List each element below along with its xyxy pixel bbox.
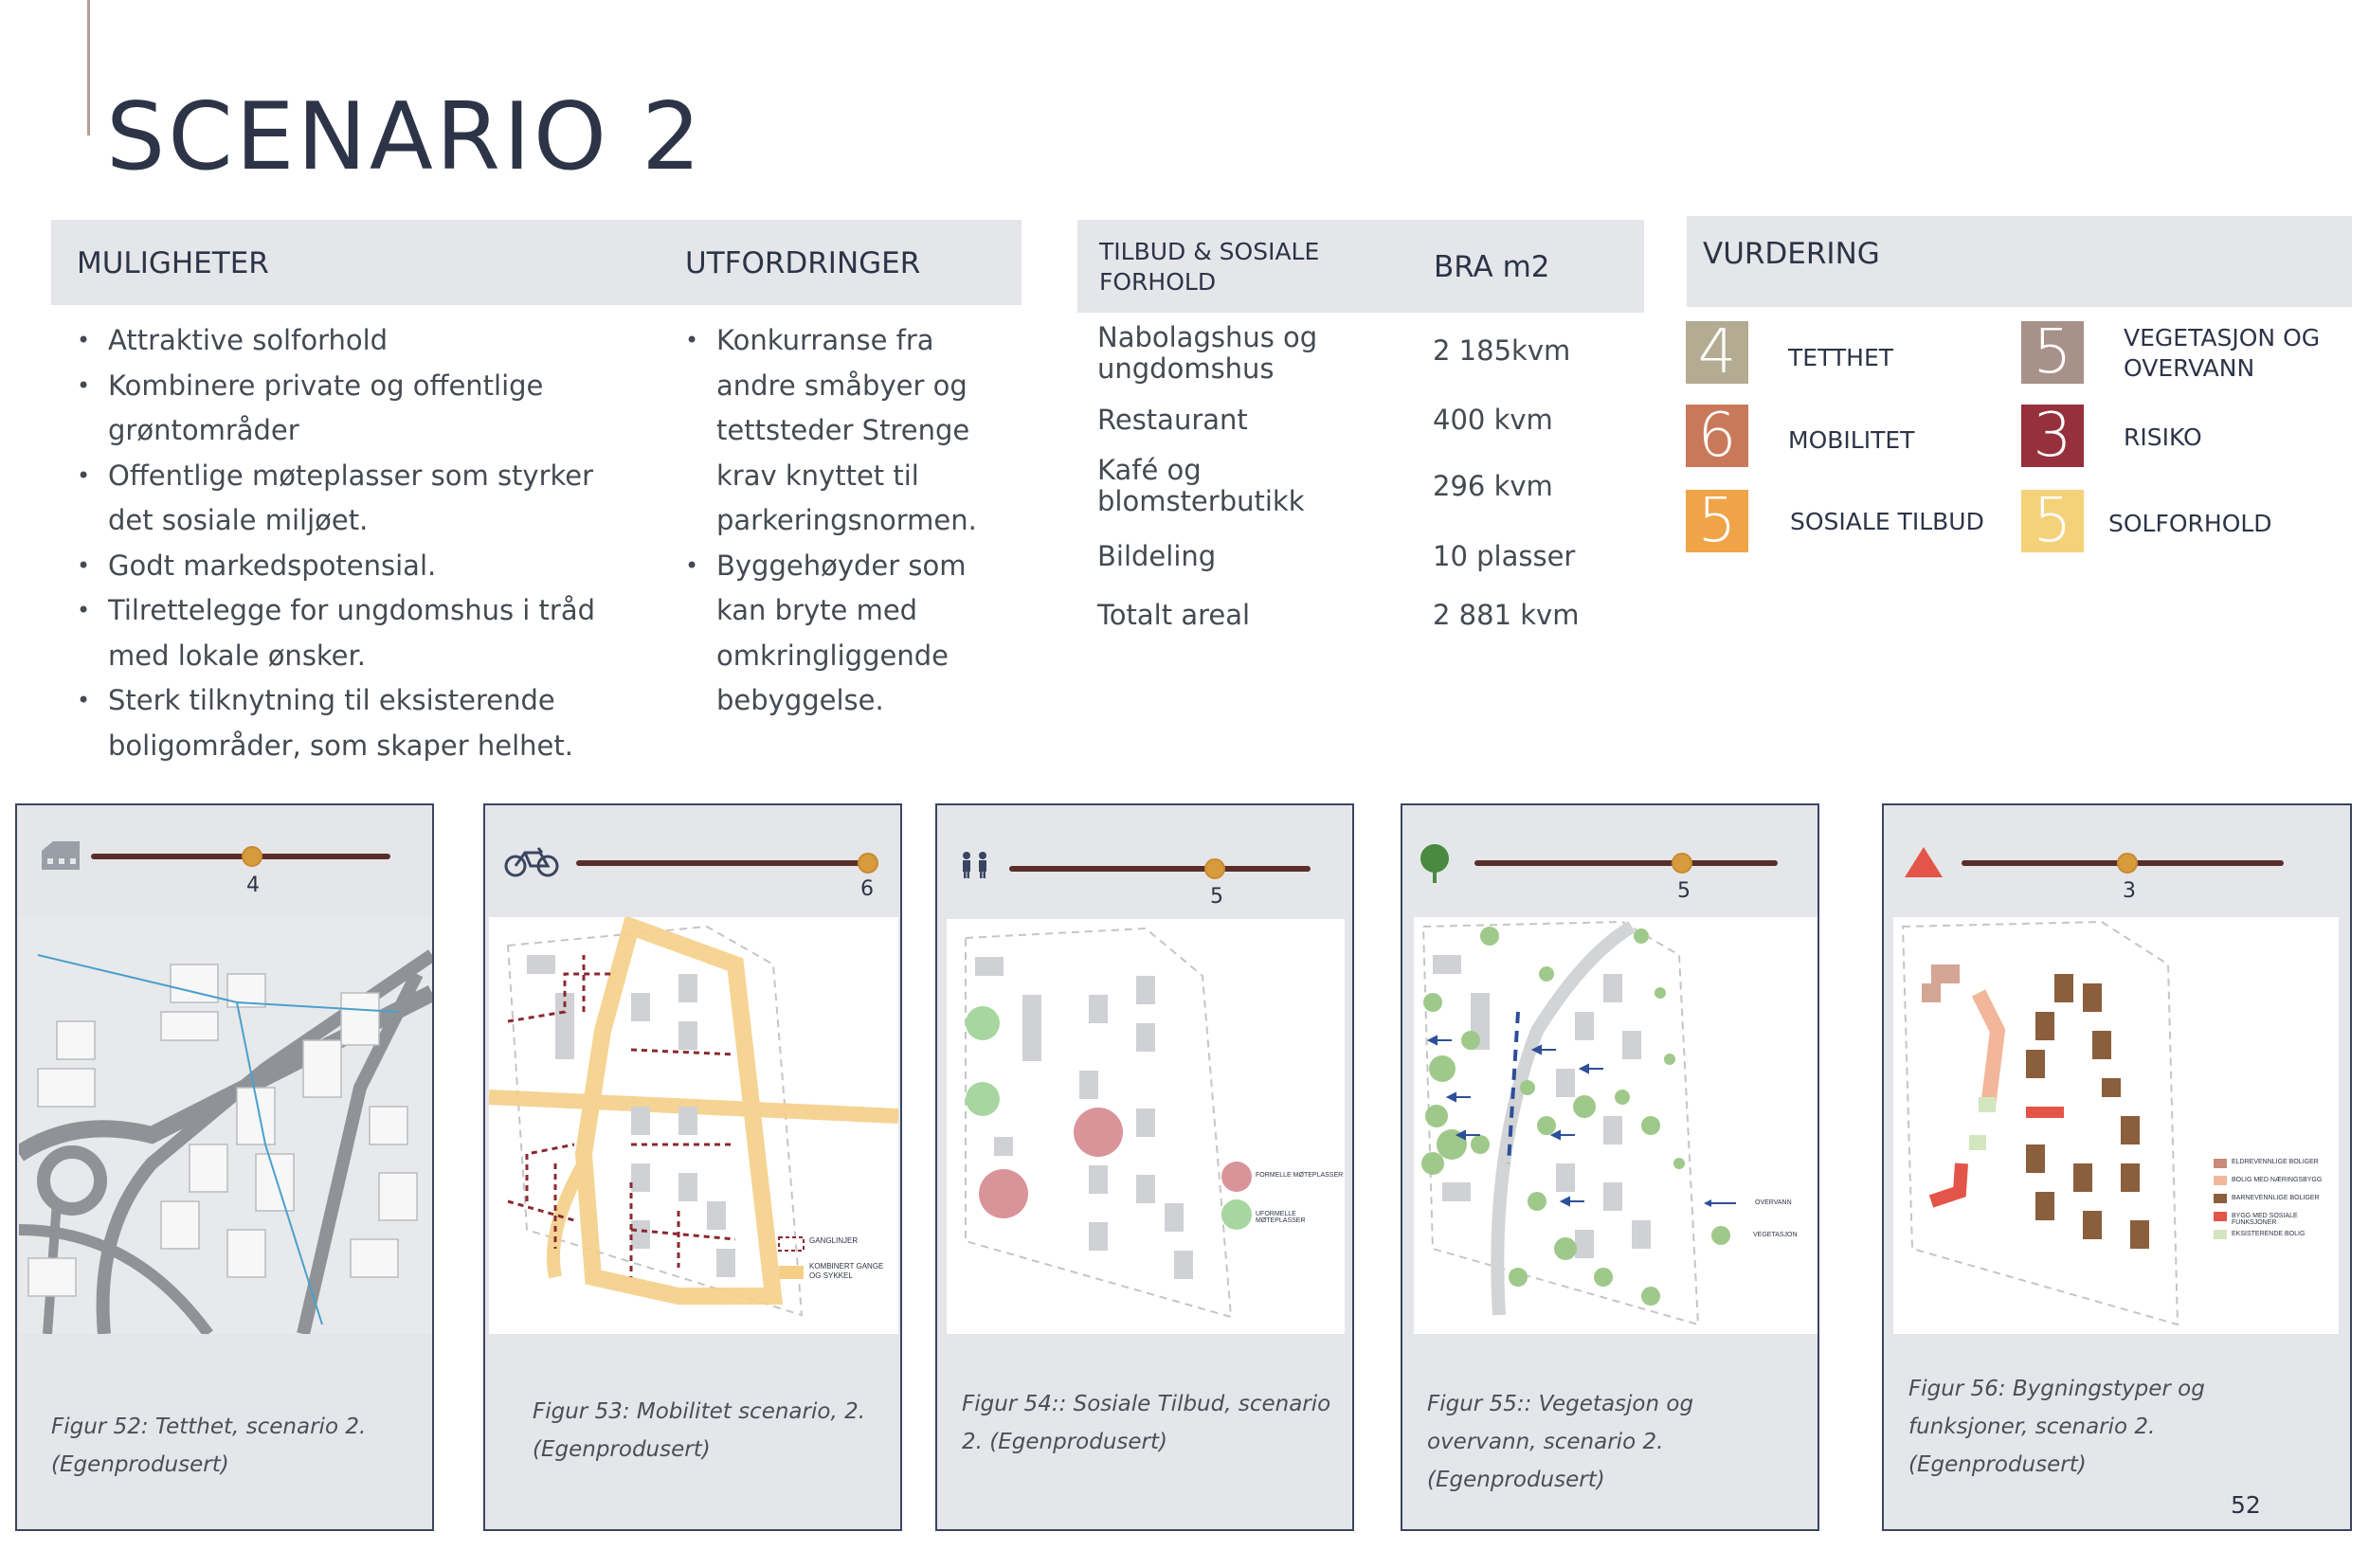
legend-label: BOLIG MED NÆRINGSBYGG [2232, 1177, 2323, 1183]
density-map [19, 917, 432, 1334]
utfordringer-list [685, 318, 977, 724]
score-risiko: 3 [2021, 405, 2084, 467]
legend-label: OVERVANN [1755, 1199, 1792, 1206]
page-title: SCENARIO 2 [106, 83, 704, 191]
legend-label: GANGLINJER [809, 1236, 859, 1245]
slider-value: 6 [860, 877, 874, 901]
row-value: 10 plasser [1433, 540, 1576, 572]
row-value: 400 kvm [1433, 404, 1553, 436]
people-icon [958, 851, 992, 884]
bicycle-icon [504, 845, 561, 882]
score-solforhold: 5 [2021, 490, 2084, 552]
muligheter-list [77, 318, 645, 768]
figure-caption: Figur 54:: Sosiale Tilbud, scenario 2. (Egenprodusert) [962, 1392, 1331, 1454]
score-label-solforhold: SOLFORHOLD [2108, 510, 2272, 537]
legend-label: BARNEVENNLIGE BOLIGER [2232, 1195, 2320, 1201]
legend-label: ELDREVENNLIGE BOLIGER [2232, 1159, 2319, 1165]
card-tetthet [15, 803, 434, 1531]
slider-value: 5 [1677, 879, 1691, 903]
slider-track [91, 854, 390, 859]
building-types-map [1893, 917, 2339, 1334]
slider-knob [242, 846, 262, 867]
tilbud-header-left: TILBUD & SOSIALE FORHOLD [1099, 238, 1320, 296]
slider-knob [858, 853, 878, 874]
list-item: • Offentlige møteplasser som styrker det sosiale miljøet. [77, 454, 645, 544]
score-label-tetthet: TETTHET [1788, 344, 1894, 371]
legend-label: BYGG MED SOSIALE FUNKSJONER [2232, 1213, 2298, 1226]
utfordringer-header: UTFORDRINGER [685, 246, 921, 280]
legend-label: KOMBINERT GANGE OG SYKKEL [809, 1262, 884, 1280]
row-value: 2 881 kvm [1433, 599, 1580, 631]
tilbud-header-right: BRA m2 [1434, 250, 1550, 284]
slider-value: 4 [246, 874, 260, 897]
house-icon [38, 838, 83, 876]
card-sosiale-tilbud [935, 803, 1354, 1531]
score-sosiale-tilbud: 5 [1686, 490, 1748, 552]
list-item: • Kombinere private og offentlige grøntområder [77, 364, 645, 454]
list-item: • Sterk tilknytning til eksisterende boligområder, som skaper helhet. [77, 678, 645, 768]
figure-caption: Figur 55:: Vegetasjon og overvann, scenario 2. (Egenprodusert) [1427, 1392, 1694, 1492]
list-item: • Attraktive solforhold [77, 318, 645, 364]
figure-caption: Figur 53: Mobilitet scenario, 2. (Egenprodusert) [533, 1399, 866, 1462]
score-label-risiko: RISIKO [2124, 424, 2202, 451]
page-number: 52 [2231, 1491, 2261, 1519]
warning-icon [1903, 845, 1944, 884]
figure-caption: Figur 56: Bygningstyper og funksjoner, scenario 2. (Egenprodusert) [1908, 1377, 2205, 1477]
list-item: • Tilrettelegge for ungdomshus i tråd med lokale ønsker. [77, 588, 645, 678]
slider-track [576, 860, 870, 866]
muligheter-header: MULIGHETER [77, 246, 269, 280]
list-item: • Byggehøyder som kan bryte med omkringliggende bebyggelse. [685, 544, 974, 724]
row-value: 296 kvm [1433, 470, 1553, 502]
card-bygningstyper [1882, 803, 2352, 1531]
score-mobilitet: 6 [1686, 405, 1748, 467]
slider-track [1474, 860, 1778, 866]
score-vegetasjon: 5 [2021, 321, 2084, 384]
vegetation-map [1414, 917, 1817, 1334]
legend-label: FORMELLE MØTEPLASSER [1256, 1172, 1344, 1179]
slider-track [1009, 866, 1311, 872]
card-mobilitet [483, 803, 902, 1531]
legend-label: VEGETASJON [1753, 1232, 1798, 1238]
row-name: Nabolagshus og ungdomshus [1097, 321, 1318, 385]
slider-knob [1204, 858, 1225, 879]
title-accent-line [87, 0, 90, 135]
social-map [947, 919, 1345, 1334]
score-tetthet: 4 [1686, 321, 1748, 384]
row-name: Restaurant [1097, 404, 1248, 436]
score-label-vegetasjon: VEGETASJON OG OVERVANN [2124, 324, 2321, 382]
card-vegetasjon [1401, 803, 1819, 1531]
row-name: Kafé og blomsterbutikk [1097, 454, 1305, 517]
row-value: 2 185kvm [1433, 334, 1571, 367]
row-name: Bildeling [1097, 540, 1217, 572]
row-name: Totalt areal [1097, 599, 1251, 631]
list-item: • Godt markedspotensial. [77, 544, 645, 589]
slider-value: 5 [1210, 885, 1223, 909]
score-label-sosiale-tilbud: SOSIALE TILBUD [1790, 508, 1984, 535]
vurdering-header: VURDERING [1703, 237, 1880, 271]
legend-label: EKSISTERENDE BOLIG [2232, 1231, 2306, 1237]
slider-knob [2117, 853, 2138, 874]
score-label-mobilitet: MOBILITET [1788, 426, 1915, 454]
slider-knob [1672, 853, 1692, 874]
legend-label: UFORMELLE MØTEPLASSER [1256, 1211, 1306, 1224]
list-item: • Konkurranse fra andre småbyer og tettsteder Strenge krav knyttet til parkeringsnormen. [685, 318, 974, 544]
slider-value: 3 [2123, 879, 2136, 903]
tree-icon [1418, 843, 1452, 888]
figure-caption: Figur 52: Tetthet, scenario 2. (Egenprodusert) [51, 1415, 367, 1477]
mobility-map [489, 917, 898, 1334]
